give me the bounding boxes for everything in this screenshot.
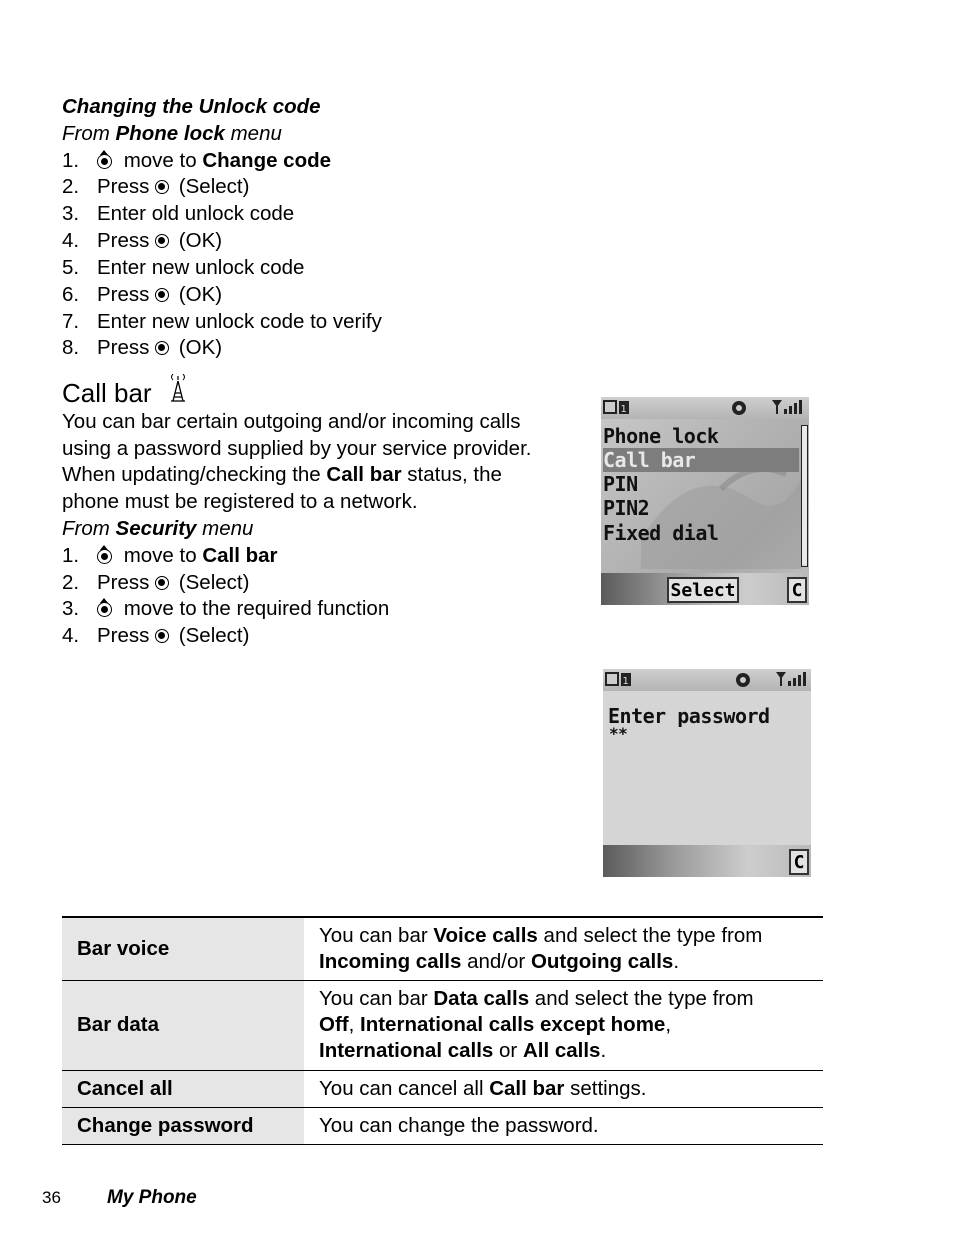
navigation-key-icon (97, 152, 112, 170)
option-description: You can bar Voice calls and select the type from Incoming calls and/or Outgoing calls. (319, 923, 763, 973)
step-item: 4. Press (OK) (62, 229, 223, 252)
option-name: Change password (62, 1107, 304, 1144)
scrollbar[interactable] (801, 425, 808, 567)
table-row (62, 1107, 823, 1144)
call-bar-tower-icon (165, 374, 191, 404)
menu-item-selected[interactable]: Call bar (603, 448, 799, 472)
softkey-bar (603, 845, 811, 877)
option-description: You can bar Data calls and select the type from Off, International calls except home, International calls or All calls. (319, 987, 754, 1062)
status-bar (601, 397, 809, 419)
table-row (62, 980, 823, 1070)
step-item: 3. Enter old unlock code (62, 202, 295, 225)
step-item: 4. Press (Select) (62, 624, 250, 647)
svg-text:1: 1 (620, 404, 627, 415)
page-number: 36 (42, 1188, 61, 1207)
from-menu-line: From Phone lock menu (62, 122, 282, 145)
paragraph-line: You can bar certain outgoing and/or incoming calls (62, 410, 521, 433)
softkey-select-button[interactable]: Select (667, 577, 739, 603)
step-item: 3. move to the required function (62, 597, 390, 620)
step-item: 6. Press (OK) (62, 283, 223, 306)
status-bar (603, 669, 811, 691)
section-heading-call-bar: Call bar (62, 374, 191, 409)
svg-text:1: 1 (622, 676, 629, 687)
option-name: Cancel all (62, 1070, 304, 1107)
table-row (62, 1070, 823, 1107)
table-row (62, 917, 823, 980)
step-item: 5. Enter new unlock code (62, 256, 305, 279)
step-item: 8. Press (OK) (62, 336, 223, 359)
select-key-icon (155, 234, 169, 248)
select-key-icon (155, 180, 169, 194)
section-title-unlock: Changing the Unlock code (62, 95, 321, 118)
select-key-icon (155, 341, 169, 355)
password-prompt: Enter password (608, 704, 770, 728)
menu-item[interactable]: Fixed dial (603, 521, 719, 545)
step-item: 1. move to Call bar (62, 544, 278, 567)
option-description: You can cancel all Call bar settings. (319, 1076, 647, 1100)
from-menu-line: From Security menu (62, 517, 254, 540)
softkey-clear-button[interactable]: C (787, 577, 807, 603)
phone-screen-enter-password (603, 669, 811, 877)
select-key-icon (155, 576, 169, 590)
softkey-clear-button[interactable]: C (789, 849, 809, 875)
menu-item[interactable]: PIN (603, 472, 638, 496)
option-name: Bar data (62, 980, 304, 1070)
navigation-key-icon (97, 600, 112, 618)
password-entry-field[interactable]: ** (609, 724, 628, 743)
step-item: 7. Enter new unlock code to verify (62, 310, 382, 333)
select-key-icon (155, 288, 169, 302)
menu-item[interactable]: Phone lock (603, 424, 719, 448)
option-name: Bar voice (62, 917, 304, 980)
footer-section-title: My Phone (107, 1187, 197, 1208)
call-bar-options-table (62, 916, 823, 1145)
select-key-icon (155, 629, 169, 643)
phone-screen-security-menu (601, 397, 809, 605)
paragraph-line: When updating/checking the Call bar status, the (62, 463, 502, 486)
step-item: 2. Press (Select) (62, 571, 250, 594)
paragraph-line: using a password supplied by your service provider. (62, 437, 532, 460)
step-item: 2. Press (Select) (62, 175, 250, 198)
paragraph-line: phone must be registered to a network. (62, 490, 418, 513)
navigation-key-icon (97, 547, 112, 565)
step-item: 1. move to Change code (62, 149, 332, 172)
option-description: You can change the password. (319, 1113, 599, 1137)
menu-item[interactable]: PIN2 (603, 496, 650, 520)
